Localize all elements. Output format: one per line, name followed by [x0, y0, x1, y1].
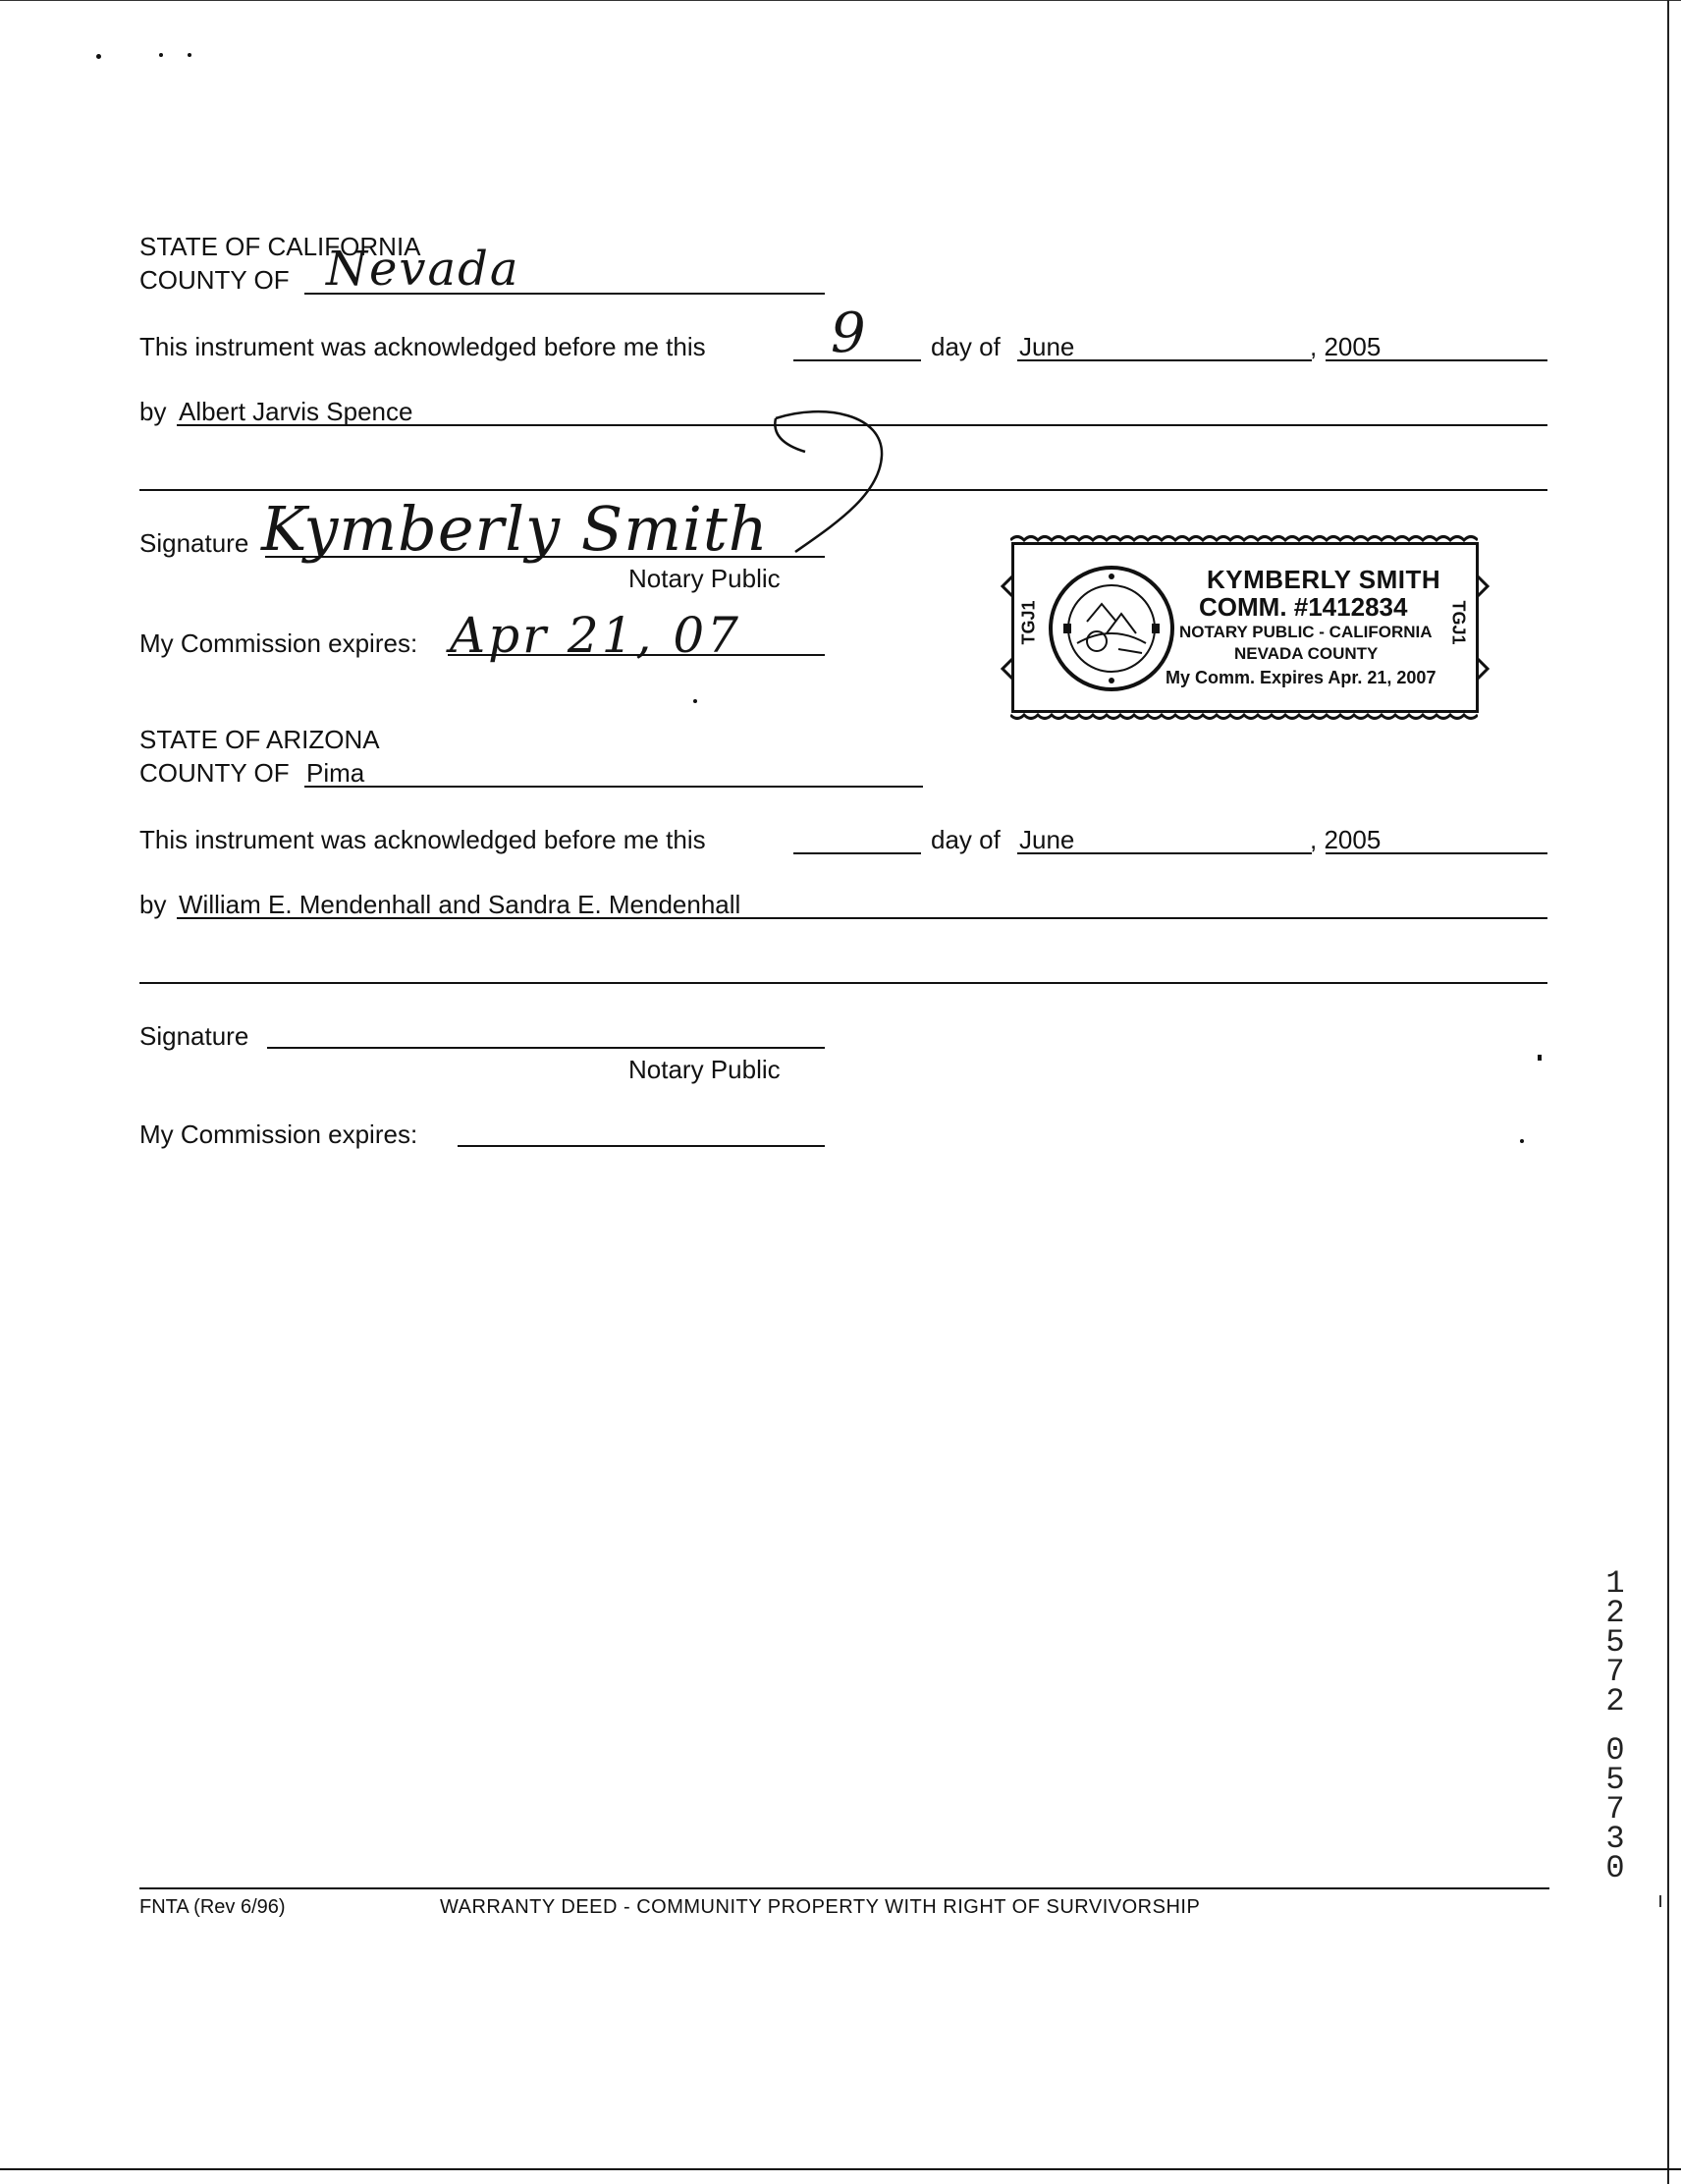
recording-digit: 1: [1605, 1565, 1625, 1602]
ca-commission-label: My Commission expires:: [139, 628, 418, 658]
ca-commission-handwritten: Apr 21, 07: [450, 607, 741, 664]
ca-commission-line: [448, 654, 825, 656]
recording-digit: 2: [1605, 1595, 1625, 1631]
ca-signature-label: Signature: [139, 528, 249, 558]
az-county-line: [304, 786, 923, 788]
az-signature-line: [267, 1047, 825, 1049]
ca-year-line: [1326, 359, 1547, 361]
right-edge-line: [1667, 0, 1669, 2184]
az-month-value: June: [1019, 825, 1075, 854]
footer-form-code: FNTA (Rev 6/96): [139, 1896, 286, 1918]
ca-by-label: by: [139, 397, 167, 426]
az-by-label: by: [139, 890, 167, 919]
stamp-right-notch: [1476, 574, 1490, 681]
recording-digit: 0: [1605, 1850, 1625, 1886]
az-second-line: [139, 982, 1547, 984]
ca-county-handwritten: Nevada: [326, 242, 520, 297]
recording-digit: 5: [1605, 1762, 1625, 1798]
az-county-value: Pima: [306, 758, 365, 788]
ca-year-value: , 2005: [1310, 332, 1382, 361]
stamp-nevada-county: NEVADA COUNTY: [1234, 644, 1379, 663]
az-ack-text: This instrument was acknowledged before me this: [139, 825, 706, 854]
az-by-line: [177, 917, 1547, 919]
california-seal-icon: [1048, 565, 1175, 692]
stamp-left-notch: [1001, 574, 1014, 681]
az-state-heading: STATE OF ARIZONA: [139, 725, 380, 754]
ca-day-handwritten: 9: [831, 301, 866, 365]
recording-digit: 2: [1605, 1683, 1625, 1720]
ca-month-value: June: [1019, 332, 1075, 361]
stamp-scallop-bottom: [1010, 708, 1478, 722]
ca-signature-flourish: [766, 407, 894, 554]
recording-digit: 3: [1605, 1821, 1625, 1857]
az-commission-label: My Commission expires:: [139, 1119, 418, 1149]
az-day-of-label: day of: [931, 825, 1001, 854]
recording-digit: 7: [1605, 1654, 1625, 1690]
ca-notary-label: Notary Public: [628, 564, 781, 593]
scan-speck: [693, 699, 697, 703]
stamp-expiry: My Comm. Expires Apr. 21, 2007: [1166, 668, 1437, 687]
scan-speck: [159, 53, 163, 57]
ca-month-line: [1017, 359, 1312, 361]
ca-day-line: [793, 359, 921, 361]
stamp-comm-number: COMM. #1412834: [1199, 592, 1408, 622]
az-month-line: [1017, 852, 1312, 854]
az-notary-label: Notary Public: [628, 1055, 781, 1084]
az-year-value: , 2005: [1310, 825, 1382, 854]
az-by-name: William E. Mendenhall and Sandra E. Mendenhall: [179, 890, 741, 919]
az-signature-label: Signature: [139, 1021, 249, 1051]
ca-ack-text: This instrument was acknowledged before me this: [139, 332, 706, 361]
ca-county-line: [304, 293, 825, 295]
scan-speck: [188, 53, 191, 57]
ca-by-name: Albert Jarvis Spence: [179, 397, 413, 426]
notary-stamp: [1011, 542, 1479, 713]
ca-day-of-label: day of: [931, 332, 1001, 361]
scan-speck: [1659, 1895, 1661, 1907]
stamp-notary-california: NOTARY PUBLIC - CALIFORNIA: [1179, 623, 1433, 641]
az-county-label: COUNTY OF: [139, 758, 290, 788]
stamp-side-code-right: TGJ1: [1448, 600, 1469, 645]
scan-speck: [1538, 1055, 1542, 1061]
stamp-name: KYMBERLY SMITH: [1207, 565, 1441, 594]
az-day-line: [793, 852, 921, 854]
ca-signature-handwritten: Kymberly Smith: [261, 493, 769, 565]
ca-state-heading: STATE OF CALIFORNIA: [139, 232, 421, 261]
recording-digit: 5: [1605, 1624, 1625, 1661]
scan-speck: [96, 54, 101, 59]
bottom-edge-line: [0, 2168, 1681, 2170]
az-year-line: [1326, 852, 1547, 854]
ca-county-label: COUNTY OF: [139, 265, 290, 295]
scan-speck: [1520, 1139, 1524, 1143]
recording-digit: 7: [1605, 1791, 1625, 1828]
recording-digit: 0: [1605, 1732, 1625, 1769]
footer-rule: [139, 1887, 1549, 1889]
footer-title: WARRANTY DEED - COMMUNITY PROPERTY WITH RIGHT OF SURVIVORSHIP: [440, 1896, 1201, 1918]
top-edge-line: [0, 0, 1681, 1]
stamp-scallop-top: [1010, 533, 1478, 547]
ca-signature-line: [265, 556, 825, 558]
recording-number: [1600, 1565, 1630, 1886]
stamp-side-code-left: TGJ1: [1018, 600, 1039, 645]
az-commission-line: [458, 1145, 825, 1147]
